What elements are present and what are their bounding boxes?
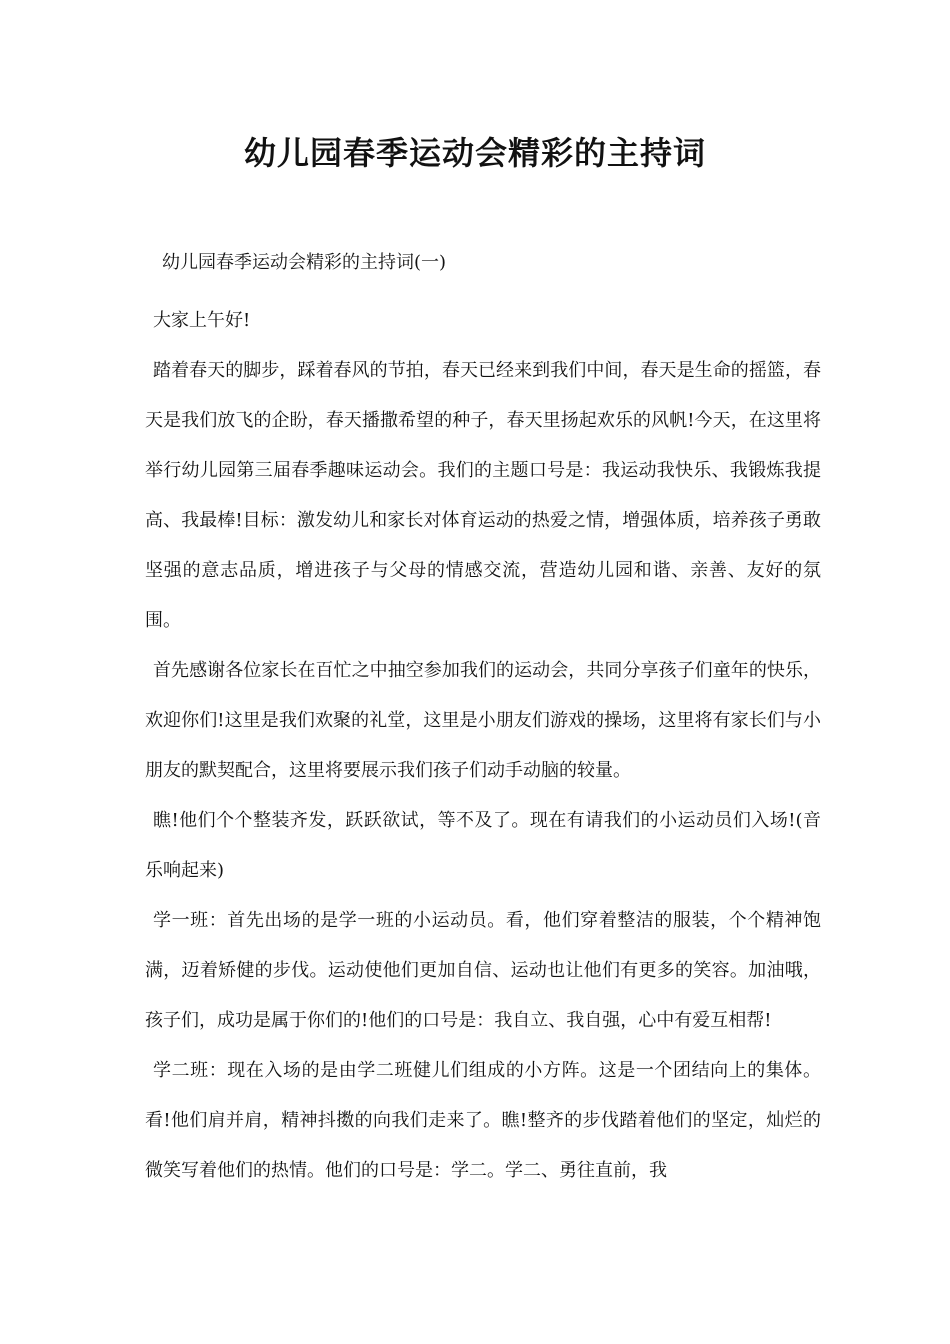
document-title: 幼儿园春季运动会精彩的主持词 (243, 134, 706, 172)
document-subtitle: 幼儿园春季运动会精彩的主持词(一) (162, 252, 447, 273)
paragraph-intro: 踏着春天的脚步，踩着春风的节拍，春天已经来到我们中间，春天是生命的摇篮，春天是我们放飞的企盼，春天播撒希望的种子，春天里扬起欢乐的风帆!今天，在这里将举行幼儿园第三届春季趣味运动会。我们的主题口号是：我运动我快乐、我锻炼我提高、我最棒!目标：激发幼儿和家长对体育运动的热爱之情，增强体质，培养孩子勇敢坚强的意志品质，增进孩子与父母的情感交流，营造幼儿园和谐、亲善、友好的氛围。 (145, 360, 821, 631)
paragraph-greeting: 大家上午好! (153, 310, 251, 331)
paragraph-class-2: 学二班：现在入场的是由学二班健儿们组成的小方阵。这是一个团结向上的集体。看!他们肩并肩，精神抖擞的向我们走来了。瞧!整齐的步伐踏着他们的坚定，灿烂的微笑写着他们的热情。他们的口号是：学二。学二、勇往直前，我 (145, 1060, 821, 1181)
paragraph-entrance: 瞧!他们个个整装齐发，跃跃欲试，等不及了。现在有请我们的小运动员们入场!(音乐响起来) (145, 810, 821, 881)
paragraph-thanks: 首先感谢各位家长在百忙之中抽空参加我们的运动会，共同分享孩子们童年的快乐，欢迎你们!这里是我们欢聚的礼堂，这里是小朋友们游戏的操场，这里将有家长们与小朋友的默契配合，这里将要展示我们孩子们动手动脑的较量。 (145, 660, 821, 781)
document-body (145, 296, 821, 1196)
paragraph-class-1: 学一班：首先出场的是学一班的小运动员。看，他们穿着整洁的服装，个个精神饱满，迈着矫健的步伐。运动使他们更加自信、运动也让他们有更多的笑容。加油哦，孩子们，成功是属于你们的!他们的口号是：我自立、我自强，心中有爱互相帮! (145, 910, 821, 1031)
